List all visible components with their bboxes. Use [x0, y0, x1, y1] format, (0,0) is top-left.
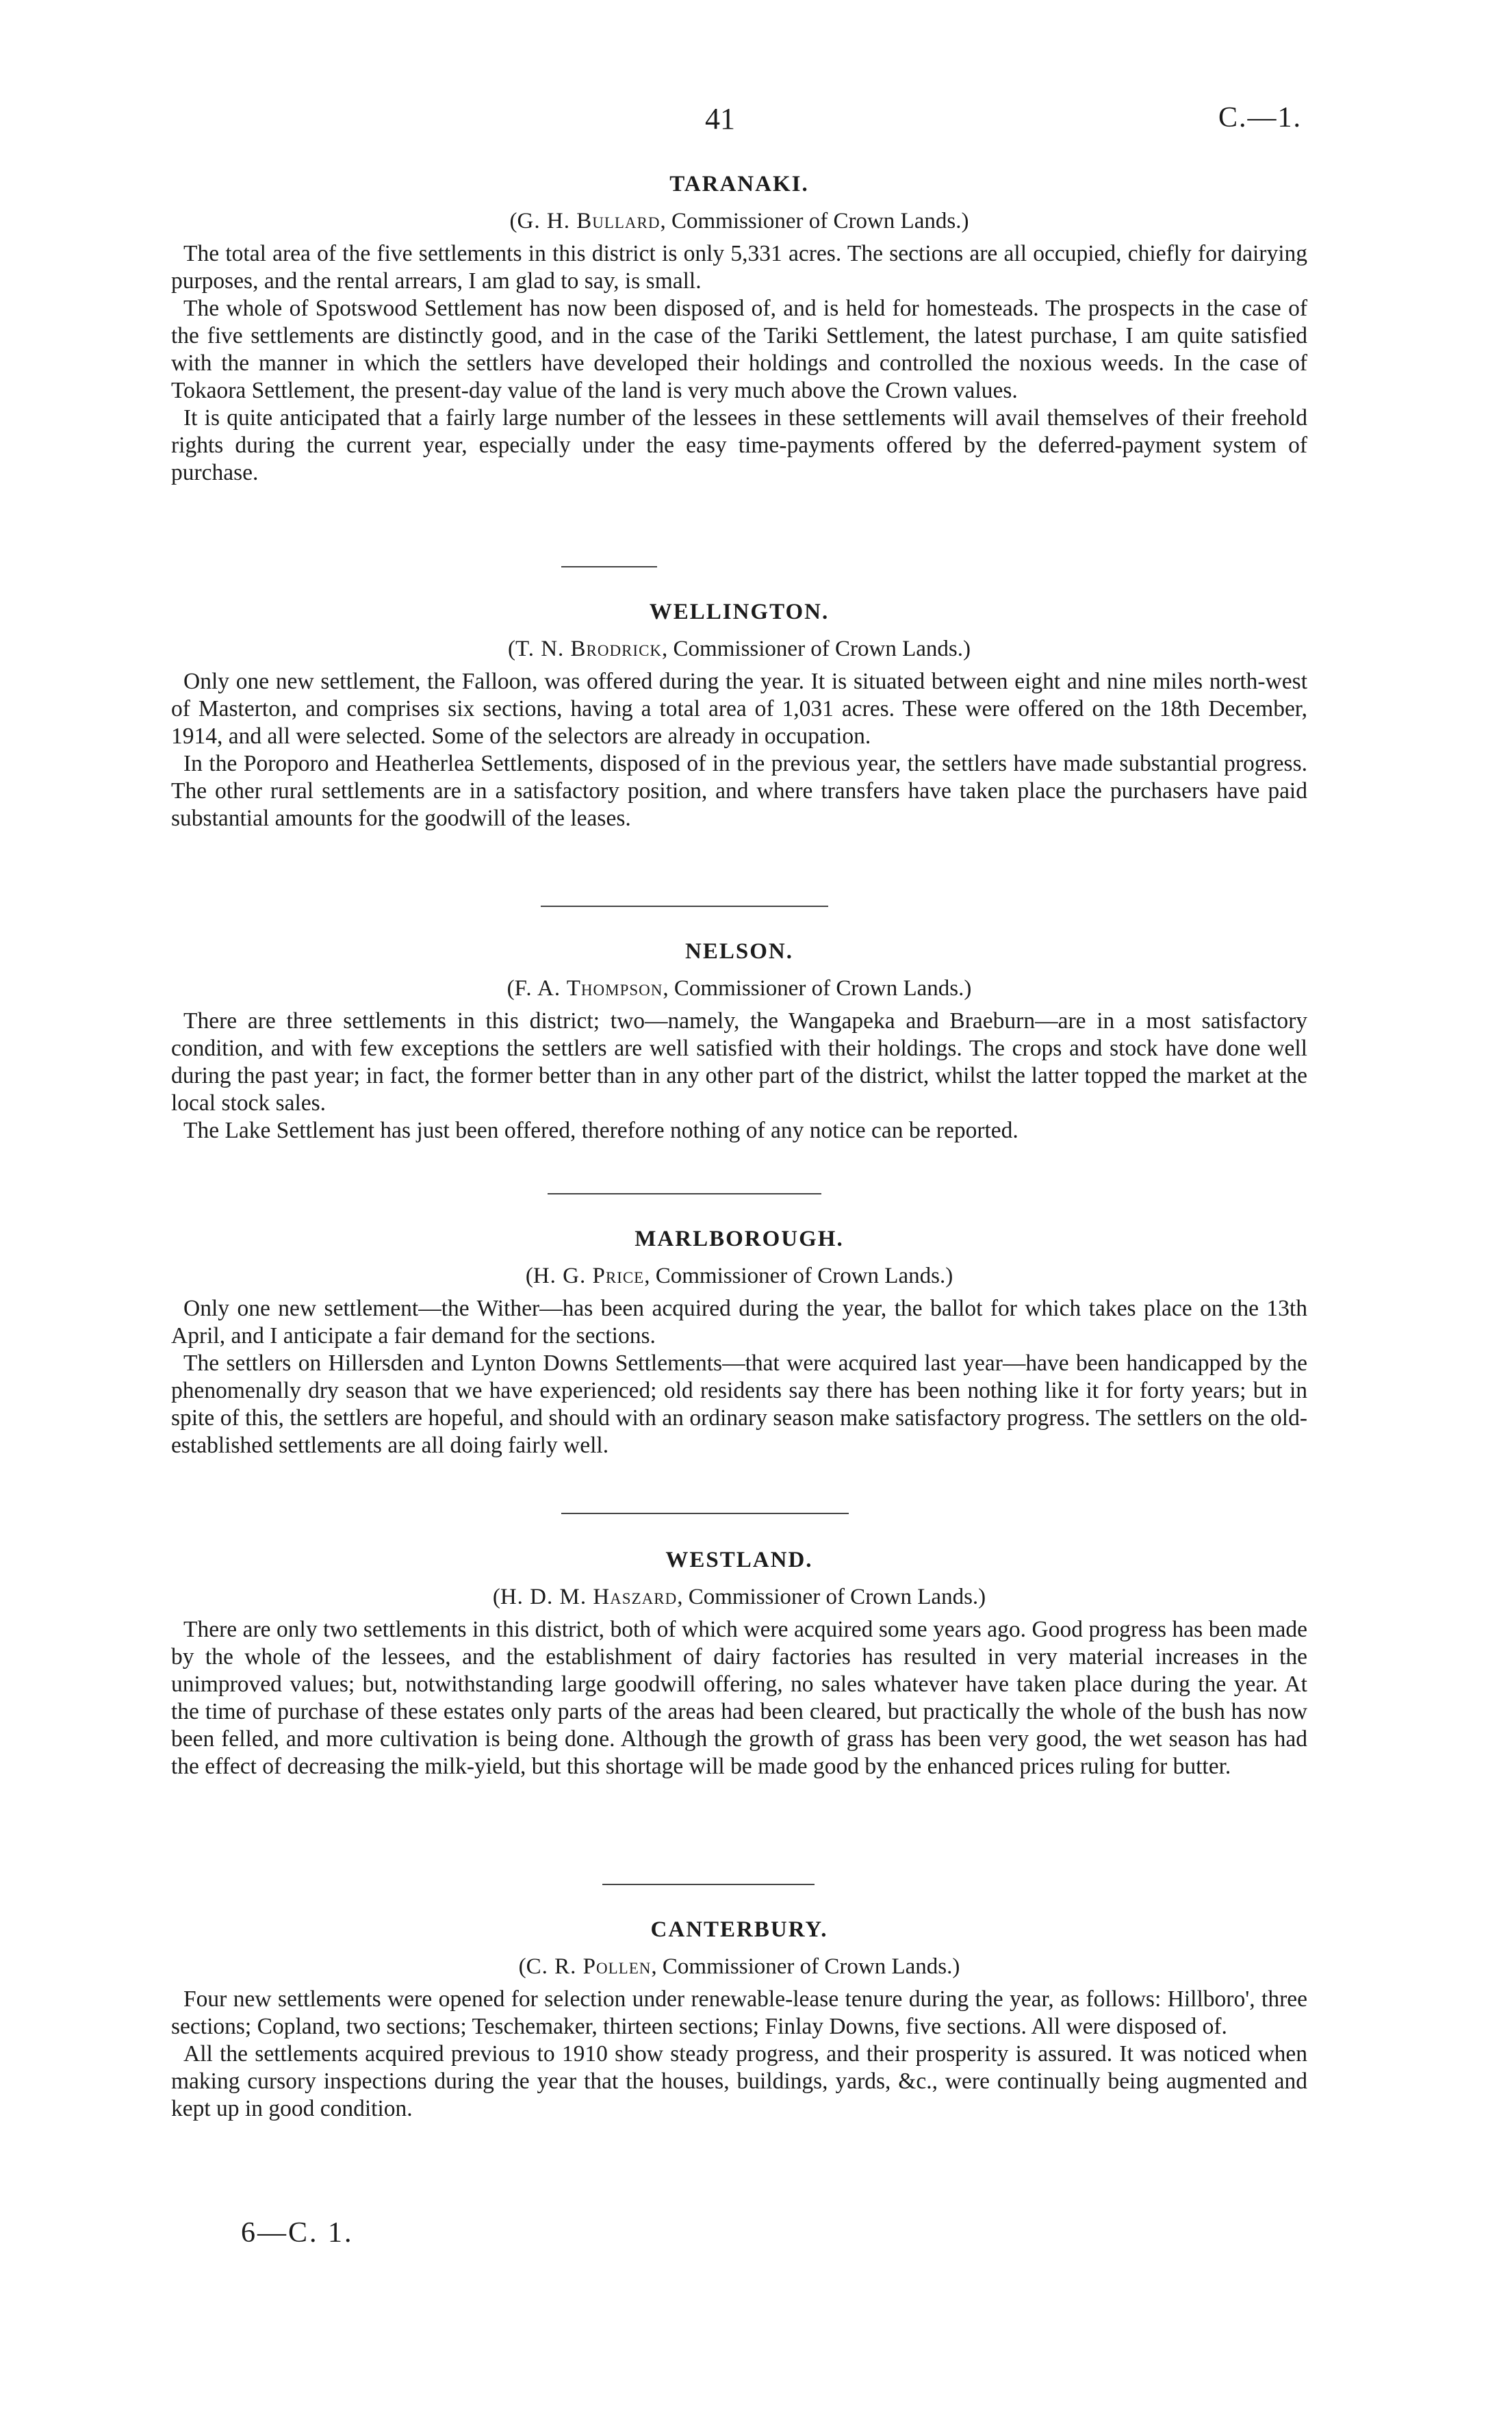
page-number: 41	[705, 102, 735, 136]
section-marlborough	[171, 1226, 1307, 1459]
commissioner-line: (C. R. Pollen, Commissioner of Crown Lands.)	[518, 1954, 960, 1979]
paragraph: There are only two settlements in this district, both of which were acquired some years ago. Good progress has been made by the whole of the lessees, and the establishment of dairy factories has resulted in very material increases in the unimproved values; but, notwithstanding large goodwill offering, no sales whatever have taken place during the year. At the time of purchase of these estates only parts of the areas had been cleared, but practically the whole of the bush has now been felled, and more cultivation is being done. Although the growth of grass has been very good, the wet season has had the effect of decreasing the milk-yield, but this shortage will be made good by the enhanced prices ruling for butter.	[171, 1617, 1307, 1780]
section-divider	[548, 1193, 821, 1194]
paragraph: Four new settlements were opened for selection under renewable-lease tenure during the year, as follows: Hillboro', three sections; Copland, two sections; Teschemaker, thirteen sections; Finlay Downs, five sections. All were disposed of.	[171, 1986, 1307, 2040]
paragraph: Only one new settlement, the Falloon, was offered during the year. It is situated between eight and nine miles north-west of Masterton, and comprises six sections, having a total area of 1,031 acres. These were offered on the 18th December, 1914, and all were selected. Some of the selectors are already in occupation.	[171, 669, 1307, 750]
commissioner-name: C. R. Pollen	[526, 1954, 652, 1979]
commissioner-name: G. H. Bullard	[517, 208, 661, 233]
section-title: MARLBOROUGH.	[635, 1227, 844, 1251]
section-canterbury	[171, 1917, 1307, 2123]
paragraph: The settlers on Hillersden and Lynton Downs Settlements—that were acquired last year—have been handicapped by the phenomenally dry season that we have experienced; old residents say there has been nothing like it for forty years; but in spite of this, the settlers are hopeful, and should with an ordinary season make satisfactory progress. The settlers on the old-established settlements are all doing fairly well.	[171, 1351, 1307, 1459]
section-westland	[171, 1547, 1307, 1780]
section-divider	[541, 906, 828, 907]
footer-signature: 6—C. 1.	[241, 2217, 354, 2249]
section-wellington	[171, 599, 1307, 832]
document-reference: C.—1.	[1218, 102, 1303, 133]
paragraph: All the settlements acquired previous to 1910 show steady progress, and their prosperity is assured. It was noticed when making cursory inspections during the year that the houses, buildings, yards, &c., were continually being augmented and kept up in good condition.	[171, 2041, 1307, 2122]
section-title: WESTLAND.	[665, 1548, 813, 1572]
paragraph: The whole of Spotswood Settlement has now been disposed of, and is held for homesteads. The prospects in the case of the five settlements are distinctly good, and in the case of the Tariki Settlement, the latest purchase, I am quite satisfied with the manner in which the settlers have developed their holdings and controlled the noxious weeds. In the case of Tokaora Settlement, the present-day value of the land is very much above the Crown values.	[171, 296, 1307, 404]
paragraph: In the Poroporo and Heatherlea Settlements, disposed of in the previous year, the settlers have made substantial progress. The other rural settlements are in a satisfactory position, and where transfers have taken place the purchasers have paid substantial amounts for the goodwill of the leases.	[171, 751, 1307, 832]
paragraph: There are three settlements in this district; two—namely, the Wangapeka and Braeburn—are in a most satisfactory condition, and with few exceptions the settlers are well satisfied with their holdings. The crops and stock have done well during the past year; in fact, the former better than in any other part of the district, whilst the latter topped the market at the local stock sales.	[171, 1008, 1307, 1116]
commissioner-line: (G. H. Bullard, Commissioner of Crown Lands.)	[509, 208, 969, 233]
section-divider	[561, 1513, 849, 1514]
commissioner-name: F. A. Thompson	[514, 975, 663, 1001]
section-title: NELSON.	[685, 939, 793, 964]
commissioner-line: (H. G. Price, Commissioner of Crown Lands.)	[525, 1263, 953, 1288]
commissioner-name: T. N. Brodrick	[515, 636, 663, 661]
section-title: TARANAKI.	[669, 172, 809, 196]
commissioner-name: H. G. Price	[533, 1263, 645, 1288]
paragraph: Only one new settlement—the Wither—has been acquired during the year, the ballot for which takes place on the 13th April, and I anticipate a fair demand for the sections.	[171, 1296, 1307, 1349]
commissioner-name: H. D. M. Haszard	[500, 1584, 678, 1609]
section-divider	[561, 566, 657, 567]
section-divider	[602, 1884, 815, 1885]
paragraph: It is quite anticipated that a fairly large number of the lessees in these settlements will avail themselves of their freehold rights during the current year, especially under the easy time-payments offered by the deferred-payment system of purchase.	[171, 405, 1307, 486]
paragraph: The Lake Settlement has just been offered, therefore nothing of any notice can be reported.	[183, 1118, 1018, 1144]
paragraph: The total area of the five settlements in this district is only 5,331 acres. The sections are all occupied, chiefly for dairying purposes, and the rental arrears, I am glad to say, is small.	[171, 241, 1307, 294]
section-taranaki	[171, 171, 1307, 487]
section-title: WELLINGTON.	[649, 600, 830, 624]
commissioner-line: (T. N. Brodrick, Commissioner of Crown Lands.)	[507, 636, 971, 661]
commissioner-line: (H. D. M. Haszard, Commissioner of Crown Lands.)	[492, 1584, 986, 1609]
section-title: CANTERBURY.	[650, 1917, 828, 1942]
section-nelson	[171, 938, 1307, 1144]
commissioner-line: (F. A. Thompson, Commissioner of Crown Lands.)	[507, 975, 972, 1001]
